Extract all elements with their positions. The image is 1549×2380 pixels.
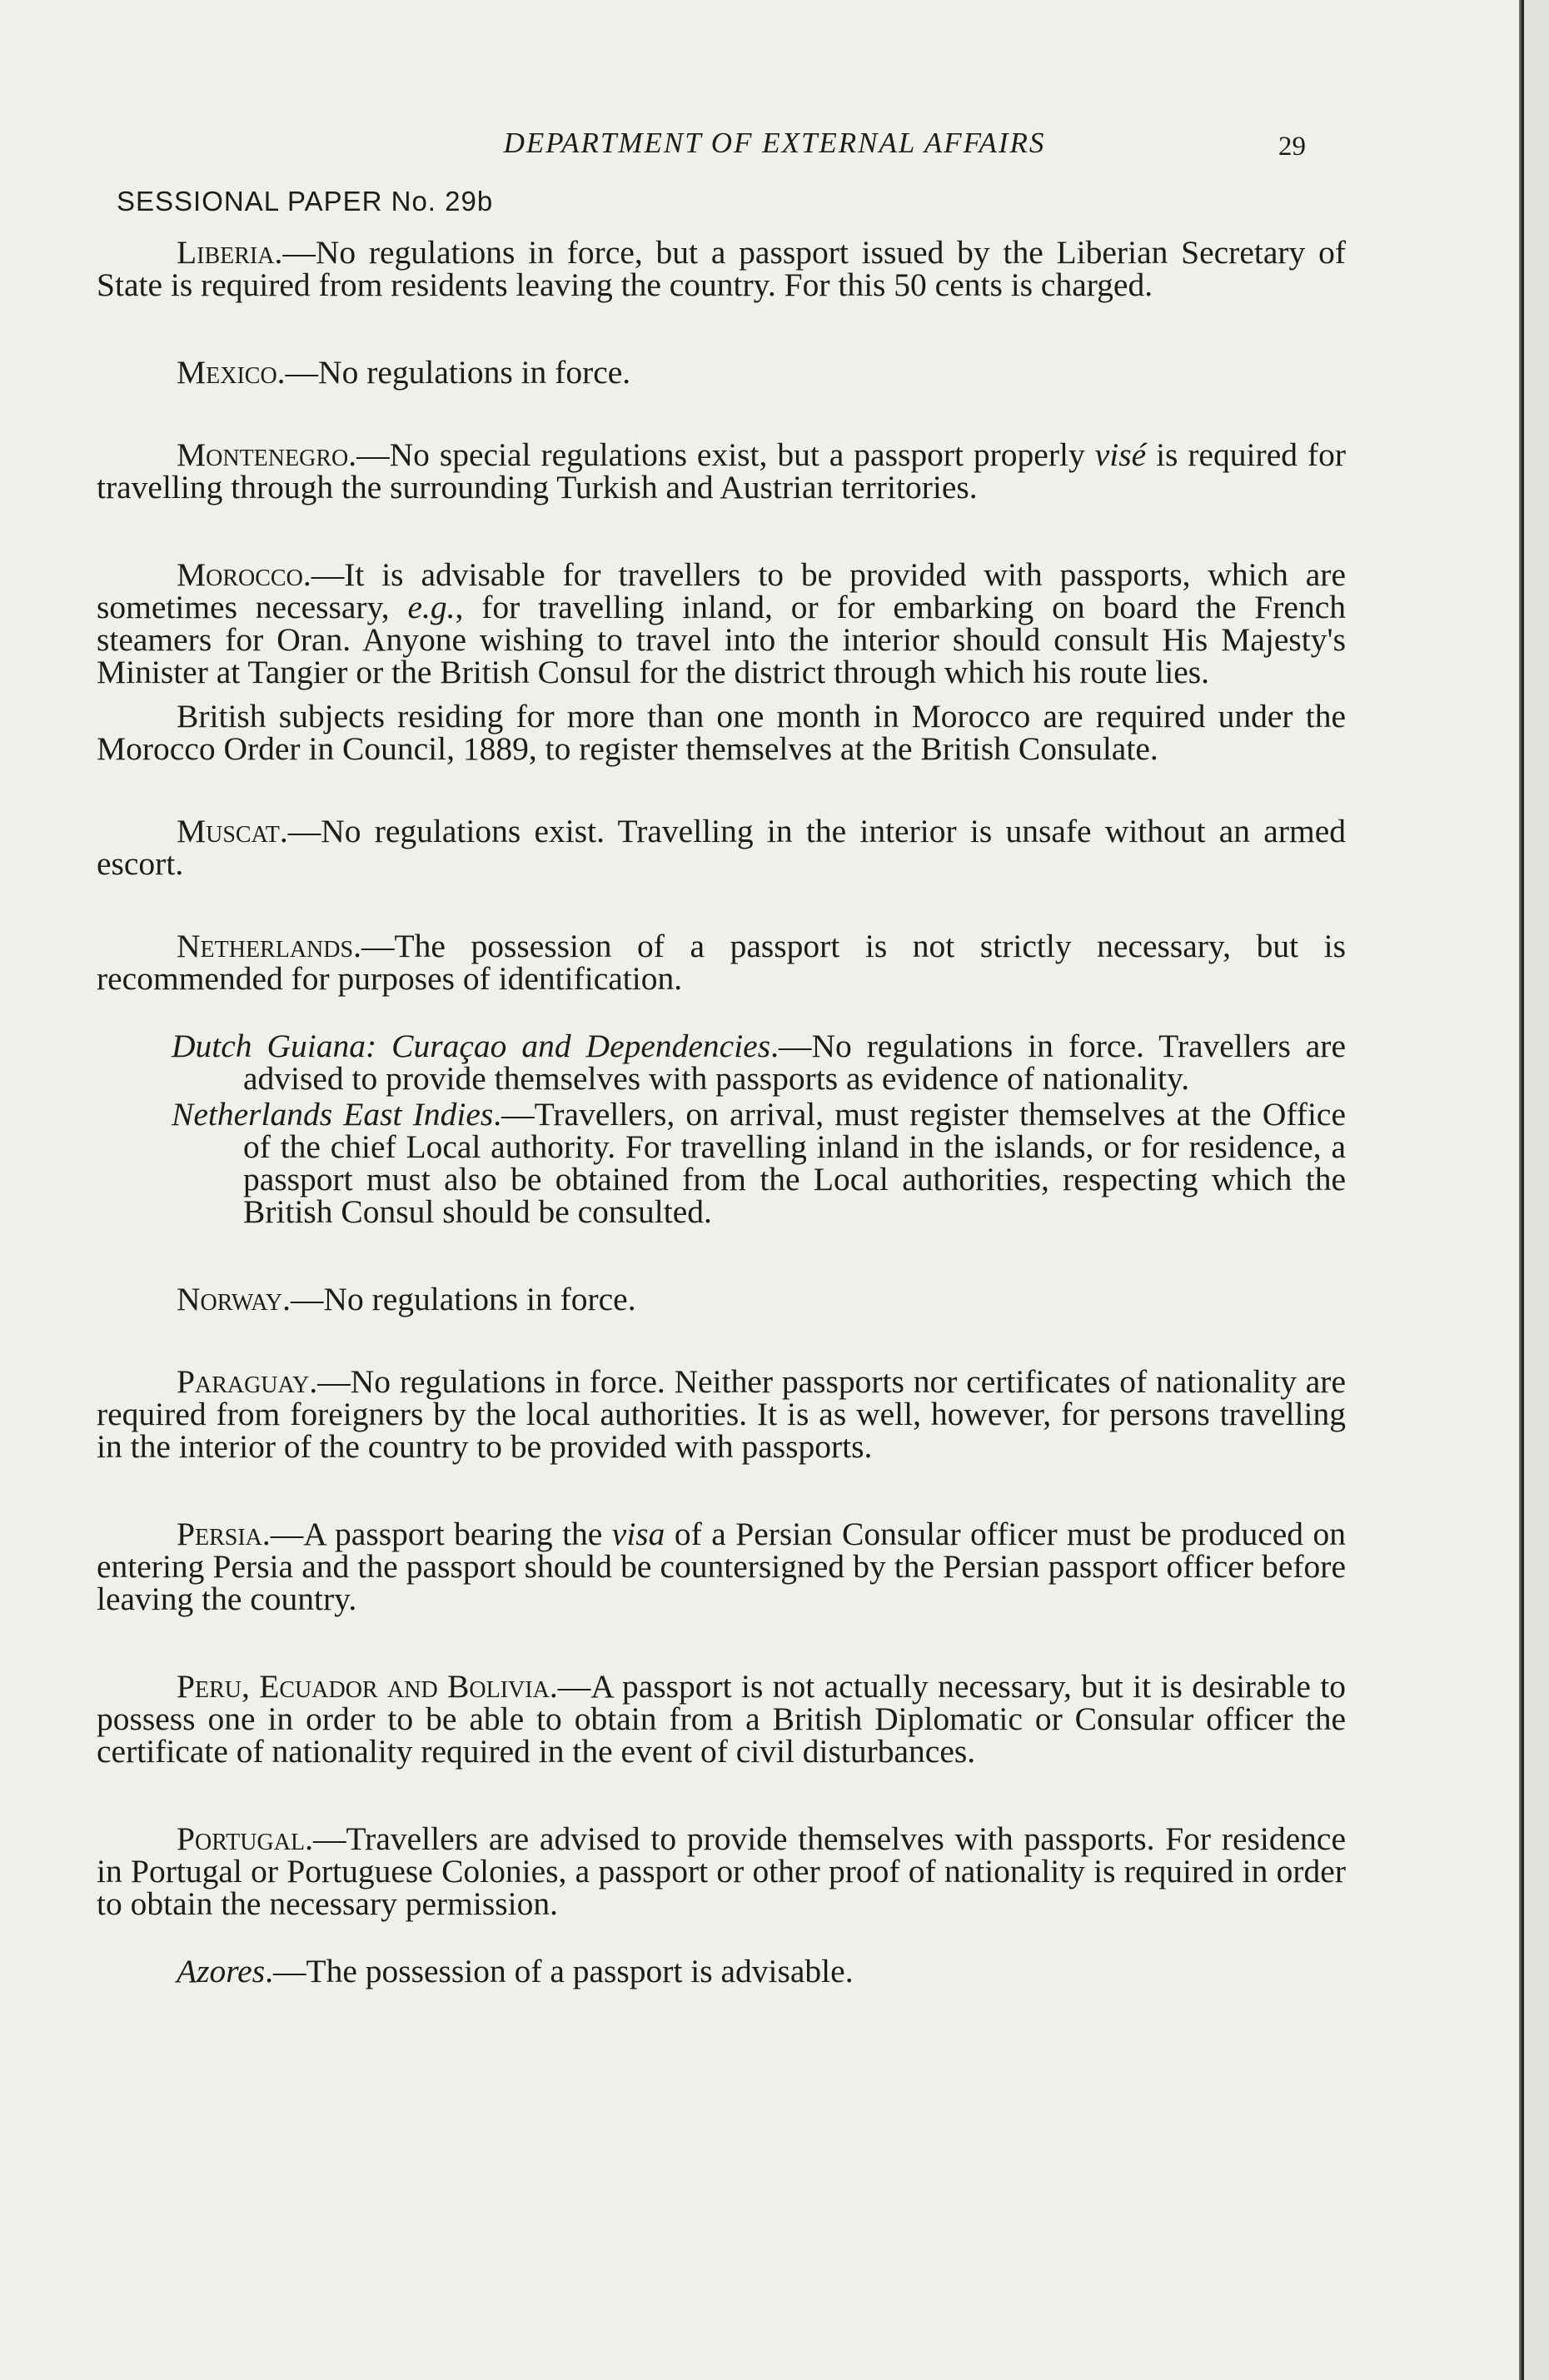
entry-text: .—Travellers are advised to provide themselves with passports. For residence in Portugal or Portuguese Colonies, a passport or other proof of nationality is required in order to obtain the necessary permission.: [97, 1820, 1346, 1922]
entry-netherlands: [97, 930, 1346, 995]
entry-text: .—No regulations exist. Travelling in the interior is unsafe without an armed escort.: [97, 813, 1346, 882]
page-edge-shadow: [1524, 0, 1549, 2380]
entry-heading: Persia: [177, 1516, 262, 1552]
entry-heading: Mexico: [177, 354, 277, 391]
entry-text: , for travelling inland, or for embarking on board the French steamers for Oran. Anyone wishing to travel into the interior should consult His Majesty's Minister at Tangier or the British Consul for the district through which his route lies.: [97, 589, 1346, 690]
visa-word: visa: [611, 1516, 665, 1552]
subentry-heading: Dutch Guiana: Curaçao and Dependencies: [172, 1028, 771, 1064]
entry-heading: Norway: [177, 1281, 283, 1317]
vise-word: visé: [1094, 436, 1147, 473]
eg-abbrev: e.g.: [407, 589, 456, 625]
subentry-dutch-guiana: [172, 1030, 1346, 1095]
entry-paraguay: [97, 1363, 1346, 1465]
entry-heading: Montenegro: [177, 436, 349, 473]
entry-heading: Portugal: [177, 1820, 306, 1857]
entry-portugal: [97, 1820, 1346, 1922]
entry-peru-ecuador-bolivia: [97, 1670, 1346, 1768]
entry-text: .—No regulations in force.: [276, 354, 631, 391]
subentry-text: .—The possession of a passport is advisable.: [265, 1953, 854, 1989]
entry-heading: Peru, Ecuador and Bolivia: [177, 1668, 550, 1705]
entry-heading: Paraguay: [177, 1363, 310, 1400]
running-title: DEPARTMENT OF EXTERNAL AFFAIRS: [503, 127, 1046, 159]
page-binding-edge: [1519, 0, 1524, 2380]
entry-text: .—A passport is not actually necessary, but it is desirable to possess one in order to be able to obtain from a British Diplomatic or Consular officer the certificate of nationality required in the event of civil disturbances.: [97, 1668, 1346, 1770]
entry-text: .—No regulations in force. Neither passports nor certificates of nationality are required from foreigners by the local authorities. It is as well, however, for persons travelling in the interior of the country to be provided with passports.: [97, 1363, 1346, 1465]
entry-text: .—No special regulations exist, but a passport properly: [348, 436, 1095, 473]
entry-text: .—The possession of a passport is not strictly necessary, but is recommended for purposes of identification.: [97, 928, 1346, 997]
subentry-heading: Netherlands East Indies: [172, 1096, 494, 1133]
body-text: [97, 234, 1346, 2016]
page-number: 29: [1278, 132, 1306, 162]
subentry-netherlands-east-indies: [172, 1098, 1346, 1228]
entry-montenegro: [97, 436, 1346, 505]
entry-text: .—No regulations in force.: [282, 1281, 636, 1317]
entry-heading: Netherlands: [177, 928, 354, 964]
entry-morocco-para2: British subjects residing for more than one month in Morocco are required under the Morocco Order in Council, 1889, to register themselves at the British Consulate.: [97, 698, 1346, 767]
entry-norway: [97, 1283, 1346, 1316]
subentry-heading: Azores: [177, 1953, 266, 1989]
entry-text: .—A passport bearing the: [261, 1516, 612, 1552]
sessional-paper-label: SESSIONAL PAPER No. 29b: [117, 186, 494, 217]
entry-heading: Morocco: [177, 556, 303, 593]
netherlands-sub-entries: [172, 1030, 1346, 1228]
entry-text: .—It is advisable for travellers to be provided with passports, which are sometimes necessary,: [97, 556, 1346, 625]
entry-liberia: [97, 234, 1346, 303]
entry-heading: Muscat: [177, 813, 280, 849]
entry-mexico: [97, 356, 1346, 389]
subentry-text: .—No regulations in force. Travellers are advised to provide themselves with passports as evidence of nationality.: [243, 1028, 1346, 1097]
entry-morocco: [97, 556, 1346, 690]
entry-muscat: [97, 815, 1346, 880]
entry-persia: [97, 1518, 1346, 1616]
entry-text: of a Persian Consular officer must be produced on entering Persia and the passport should be countersigned by the Persian passport officer before leaving the country.: [97, 1516, 1346, 1617]
subentry-text: .—Travellers, on arrival, must register themselves at the Office of the chief Local authority. For travelling inland in the islands, or for residence, a passport must also be obtained from the Local authorities, respecting which the British Consul should be consulted.: [243, 1096, 1346, 1230]
entry-text: .—No regulations in force, but a passport issued by the Liberian Secretary of State is required from residents leaving the country. For this 50 cents is charged.: [97, 234, 1346, 303]
entry-text: is required for travelling through the surrounding Turkish and Austrian territories.: [97, 436, 1346, 505]
entry-azores: [97, 1955, 1346, 1988]
entry-heading: Liberia: [177, 234, 275, 271]
